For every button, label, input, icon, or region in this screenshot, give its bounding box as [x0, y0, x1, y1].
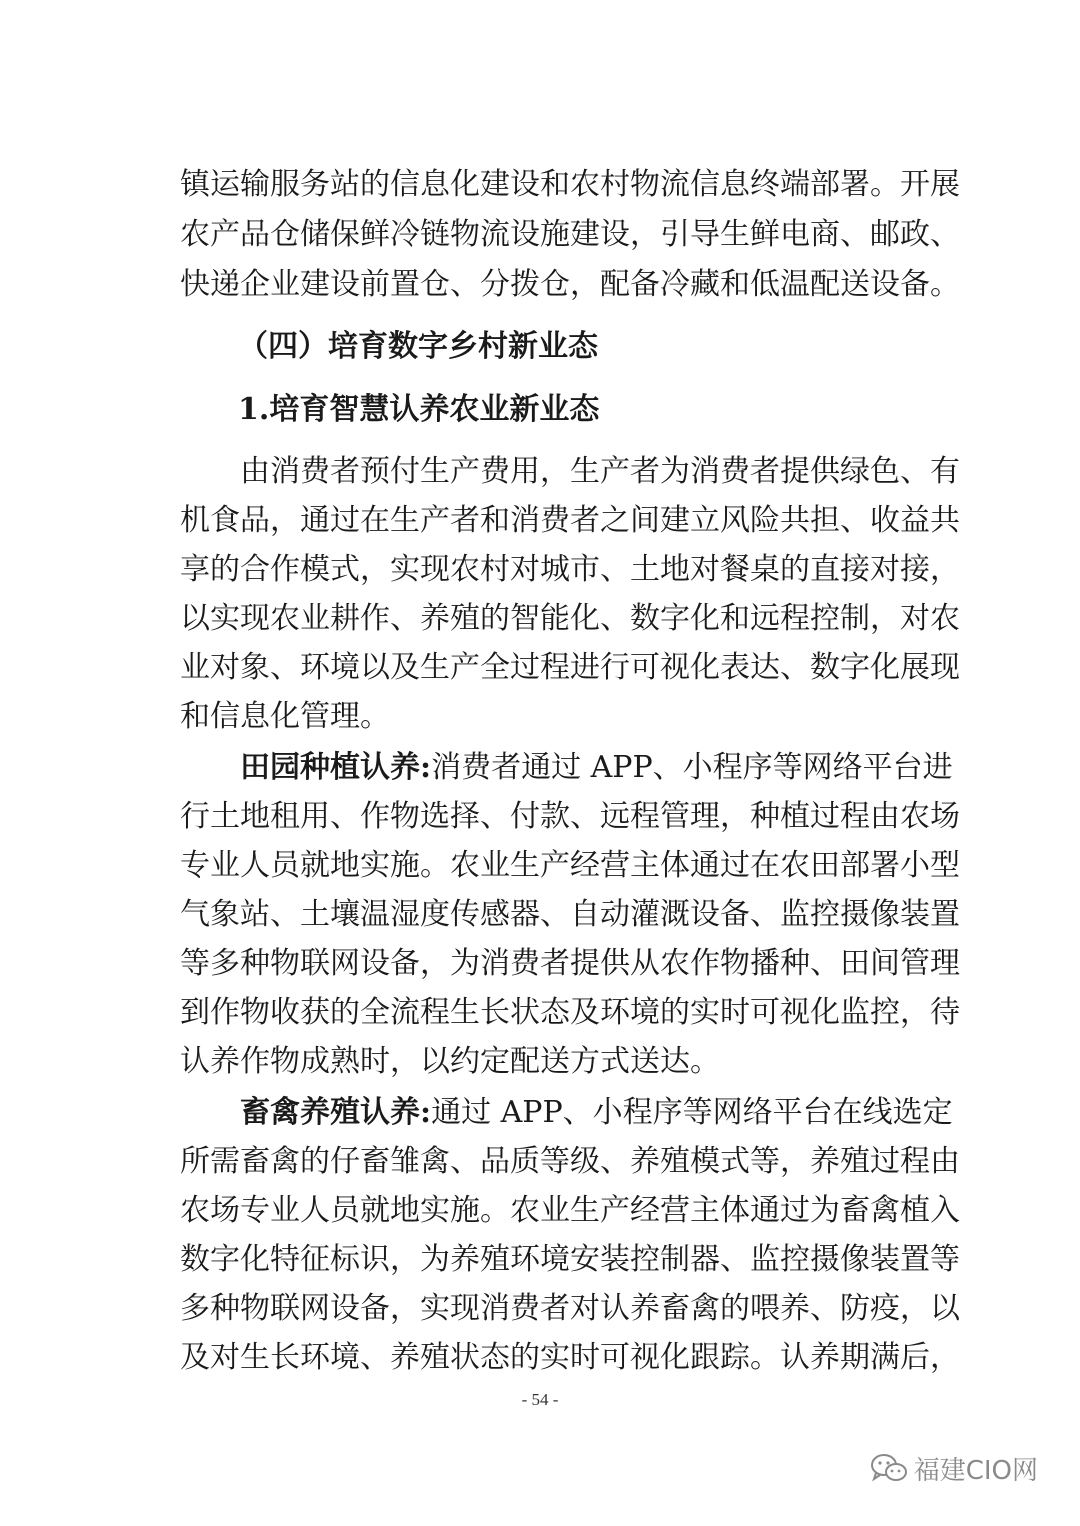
body-line: 和信息化管理。: [180, 699, 390, 734]
body-line: 机食品，通过在生产者和消费者之间建立风险共担、收益共: [180, 503, 960, 538]
body-line: 所需畜禽的仔畜雏禽、品质等级、养殖模式等，养殖过程由: [180, 1144, 960, 1179]
body-text: 消费者通过 APP、小程序等网络平台进: [431, 750, 953, 785]
paragraph-lead-line: [240, 748, 953, 788]
body-line: 业对象、环境以及生产全过程进行可视化表达、数字化展现: [180, 650, 960, 685]
body-line: 由消费者预付生产费用，生产者为消费者提供绿色、有: [240, 454, 960, 489]
body-line: 到作物收获的全流程生长状态及环境的实时可视化监控，待: [180, 995, 960, 1030]
body-line: 数字化特征标识，为养殖环境安装控制器、监控摄像装置等: [180, 1242, 960, 1277]
body-line: 快递企业建设前置仓、分拨仓，配备冷藏和低温配送设备。: [180, 267, 960, 302]
term-label: 畜禽养殖认养:: [240, 1095, 432, 1130]
watermark-text: 福建CIO网: [913, 1455, 1038, 1486]
paragraph-lead-line: [240, 1093, 953, 1133]
body-line: 多种物联网设备，实现消费者对认养畜禽的喂养、防疫，以: [180, 1291, 960, 1326]
body-line: 享的合作模式，实现农村对城市、土地对餐桌的直接对接，: [180, 552, 960, 587]
wechat-icon: [870, 1452, 908, 1484]
body-line: 气象站、土壤温湿度传感器、自动灌溉设备、监控摄像装置: [180, 897, 960, 932]
watermark: [870, 1446, 1038, 1490]
body-line: 行土地租用、作物选择、付款、远程管理，种植过程由农场: [180, 799, 960, 834]
body-line: 农产品仓储保鲜冷链物流设施建设，引导生鲜电商、邮政、: [180, 217, 960, 252]
page-number: - 54 -: [521, 1390, 559, 1409]
body-line: 专业人员就地实施。农业生产经营主体通过在农田部署小型: [180, 848, 960, 883]
body-text: 通过 APP、小程序等网络平台在线选定: [431, 1095, 953, 1130]
body-line: 以实现农业耕作、养殖的智能化、数字化和远程控制，对农: [180, 601, 960, 636]
section-heading: （四）培育数字乡村新业态: [238, 329, 598, 364]
term-label: 田园种植认养:: [240, 750, 432, 785]
sub-heading: 1.培育智慧认养农业新业态: [238, 392, 600, 427]
body-line: 等多种物联网设备，为消费者提供从农作物播种、田间管理: [180, 946, 960, 981]
body-line: 及对生长环境、养殖状态的实时可视化跟踪。认养期满后，: [180, 1340, 960, 1375]
body-line: 镇运输服务站的信息化建设和农村物流信息终端部署。开展: [180, 167, 960, 202]
body-line: 认养作物成熟时，以约定配送方式送达。: [180, 1044, 720, 1079]
body-line: 农场专业人员就地实施。农业生产经营主体通过为畜禽植入: [180, 1193, 960, 1228]
